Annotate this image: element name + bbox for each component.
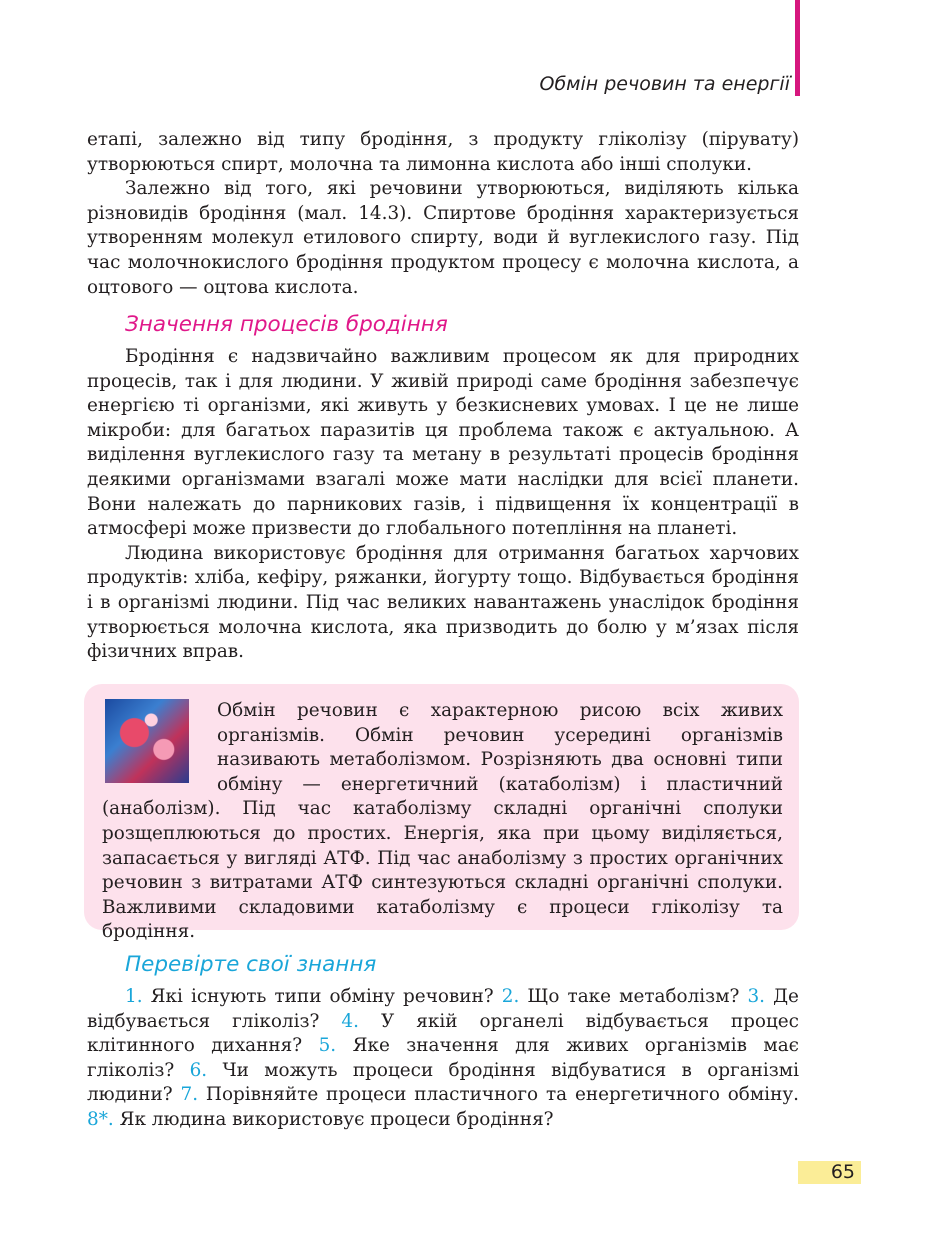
question-text: Яке значення для живих організмів має гліколіз? [87,1035,799,1081]
question-text: Порівняйте процеси пластичного та енергетичного обміну. [205,1084,799,1106]
molecule-illustration-icon [105,699,189,783]
question-text: Як людина використовує процеси бродіння? [119,1108,554,1130]
question-text: Чи можуть процеси бродіння відбуватися в організмі людини? [87,1059,799,1106]
question-number: 3. [747,986,766,1007]
section-fermentation-significance [87,312,799,665]
question-number: 8*. [87,1108,114,1130]
question-number: 4. [341,1010,359,1032]
intro-text [87,128,799,300]
section-title: Значення процесів бродіння [125,312,448,337]
question-text: Де відбувається гліколіз? [87,986,799,1032]
question-text: Які існують типи обміну речовин? [150,986,494,1007]
quiz-section [87,952,799,1133]
question-text: Що таке метаболізм? [527,986,740,1007]
running-head: Обмін речовин та енергії [539,73,790,95]
question-number: 6. [189,1059,208,1081]
section-paragraph-2: Людина використовує бродіння для отримання багатьох харчових продуктів: хліба, кефіру, ряжанки, йогурту тощо. Відбувається бродіння і в організмі людини. Під час великих навантажень унаслідок бродіння утворюється молочна кислота, яка призводить до болю у м’язах після фізичних вправ. [87,542,799,663]
question-number: 1. [125,986,143,1007]
summary-box [84,684,799,943]
question-number: 2. [501,986,520,1007]
summary-text: Обмін речовин є характерною рисою всіх живих організмів. Обмін речовин усередині організмів називають метаболізмом. Розрізняють два основні типи обміну — енергетичний (катаболізм) і пластичний (анаболізм). Під час катаболізму складні органічні сполуки розщеплюються до простих. Енергія, яка при цьому виділяється, запасається у вигляді АТФ. Під час анаболізму з простих органічних речовин з витратами АТФ синтезуються складні органічні сполуки. Важливими складовими катаболізму є процеси гліколізу та бродіння. [102,700,783,943]
header-accent-bar [795,0,800,96]
quiz-questions [87,985,799,1133]
page-number: 65 [830,1161,855,1183]
intro-paragraph-2: Залежно від того, які речовини утворюються, виділяють кілька різновидів бродіння (мал. 14.3). Спиртове бродіння характеризується утворенням молекул етилового спирту, води й вуглекислого газу. Під час молочнокислого бродіння продуктом процесу є молочна кислота, а оцтового — оцтова кислота. [87,178,799,298]
question-number: 7. [180,1084,199,1106]
intro-paragraph-1: етапі, залежно від типу бродіння, з продукту гліколізу (пірувату) утворюються спирт, молочна та лимонна кислота або інші сполуки. [87,129,799,175]
quiz-title: Перевірте свої знання [125,952,377,977]
question-number: 5. [318,1035,337,1057]
section-paragraph-1: Бродіння є надзвичайно важливим процесом як для природних процесів, так і для людини. У живій природі саме бродіння забезпечує енергією ті організми, які живуть у безкисневих умовах. І це не лише мікроби: для багатьох паразитів ця проблема також є актуальною. А виділення вуглекислого газу та метану в результаті процесів бродіння деякими організмами взагалі може мати наслідки для всієї планети. Вони належать до парникових газів, і підвищення їх концентрації в атмосфері може призвести до глобального потепління на планеті. [87,346,799,540]
page-number-box [798,1161,861,1184]
question-text: У якій органелі відбувається процес клітинного дихання? [87,1010,799,1057]
